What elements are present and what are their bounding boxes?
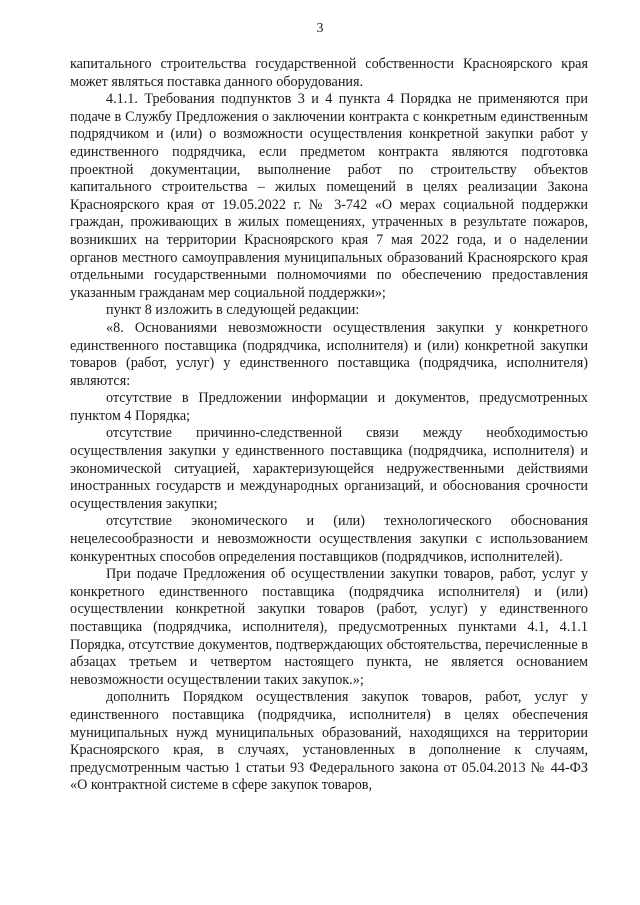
paragraph-point-8-intro: «8. Основаниями невозможности осуществления закупки у конкретного единственного поставщика (подрядчика, исполнителя) и (или) конкретной закупки товаров (работ, услуг) у единственного поставщика (подрядчика, исполнителя) являются: xyxy=(70,319,588,389)
page-number: 3 xyxy=(316,21,324,36)
paragraph-ground-1: отсутствие в Предложении информации и документов, предусмотренных пунктом 4 Порядка; xyxy=(70,390,588,424)
paragraph-continuation: капитального строительства государственной собственности Красноярского края может являться поставка данного оборудования. xyxy=(70,56,588,90)
paragraph-ground-3: отсутствие экономического и (или) технологического обоснования нецелесообразности и невозможности осуществления закупки с использованием конкурентных способов определения поставщиков (подрядчиков, исполнителей). xyxy=(70,513,588,565)
paragraph-amend-point-8: пункт 8 изложить в следующей редакции: xyxy=(106,302,360,319)
paragraph-ground-2: отсутствие причинно-следственной связи между необходимостью осуществления закупки у единственного поставщика (подрядчика, исполнителя) и экономической ситуацией, характеризующейся недружественными действиями иностранных государств и международных организаций, и обоснования срочности осуществления закупки; xyxy=(70,425,588,512)
paragraph-supplement: дополнить Порядком осуществления закупок товаров, работ, услуг у единственного поставщика (подрядчика, исполнителя) в целях обеспечения муниципальных нужд муниципальных образований, находящихся на территории Красноярского края, в случаях, установленных в дополнение к случаям, предусмотренным частью 1 статьи 93 Федерального закона от 05.04.2013 № 44-ФЗ «О контрактной системе в сфере закупок товаров, xyxy=(70,689,588,794)
paragraph-exception: При подаче Предложения об осуществлении закупки товаров, работ, услуг у конкретного единственного поставщика (подрядчика исполнителя) и (или) осуществлении конкретной закупки товаров (работ, услуг) у единственного поставщика (подрядчика, исполнителя), предусмотренных пунктами 4.1, 4.1.1 Порядка, отсутствие документов, подтверждающих обстоятельства, перечисленные в абзацах третьем и четвертом настоящего пункта, не является основанием невозможности осуществлении таких закупок.»; xyxy=(70,566,588,688)
document-body xyxy=(70,56,588,795)
paragraph-clause-4-1-1: 4.1.1. Требования подпунктов 3 и 4 пункта 4 Порядка не применяются при подаче в Службу Предложения о заключении контракта с конкретным единственным подрядчиком и (или) о возможности осуществления конкретной закупки работ у единственного подрядчика, если предметом контракта являются подготовка проектной документации, выполнение работ по строительству объектов капитального строительства – жилых помещений в целях реализации Закона Красноярского края от 19.05.2022 г. № 3-742 «О мерах социальной поддержки граждан, проживающих в жилых помещениях, утраченных в результате пожаров, возникших на территории Красноярского края 7 мая 2022 года, и о наделении органов местного самоуправления муниципальных образований Красноярского края отдельными государственными полномочиями по обеспечению предоставления указанным гражданам мер социальной поддержки»; xyxy=(70,91,588,301)
